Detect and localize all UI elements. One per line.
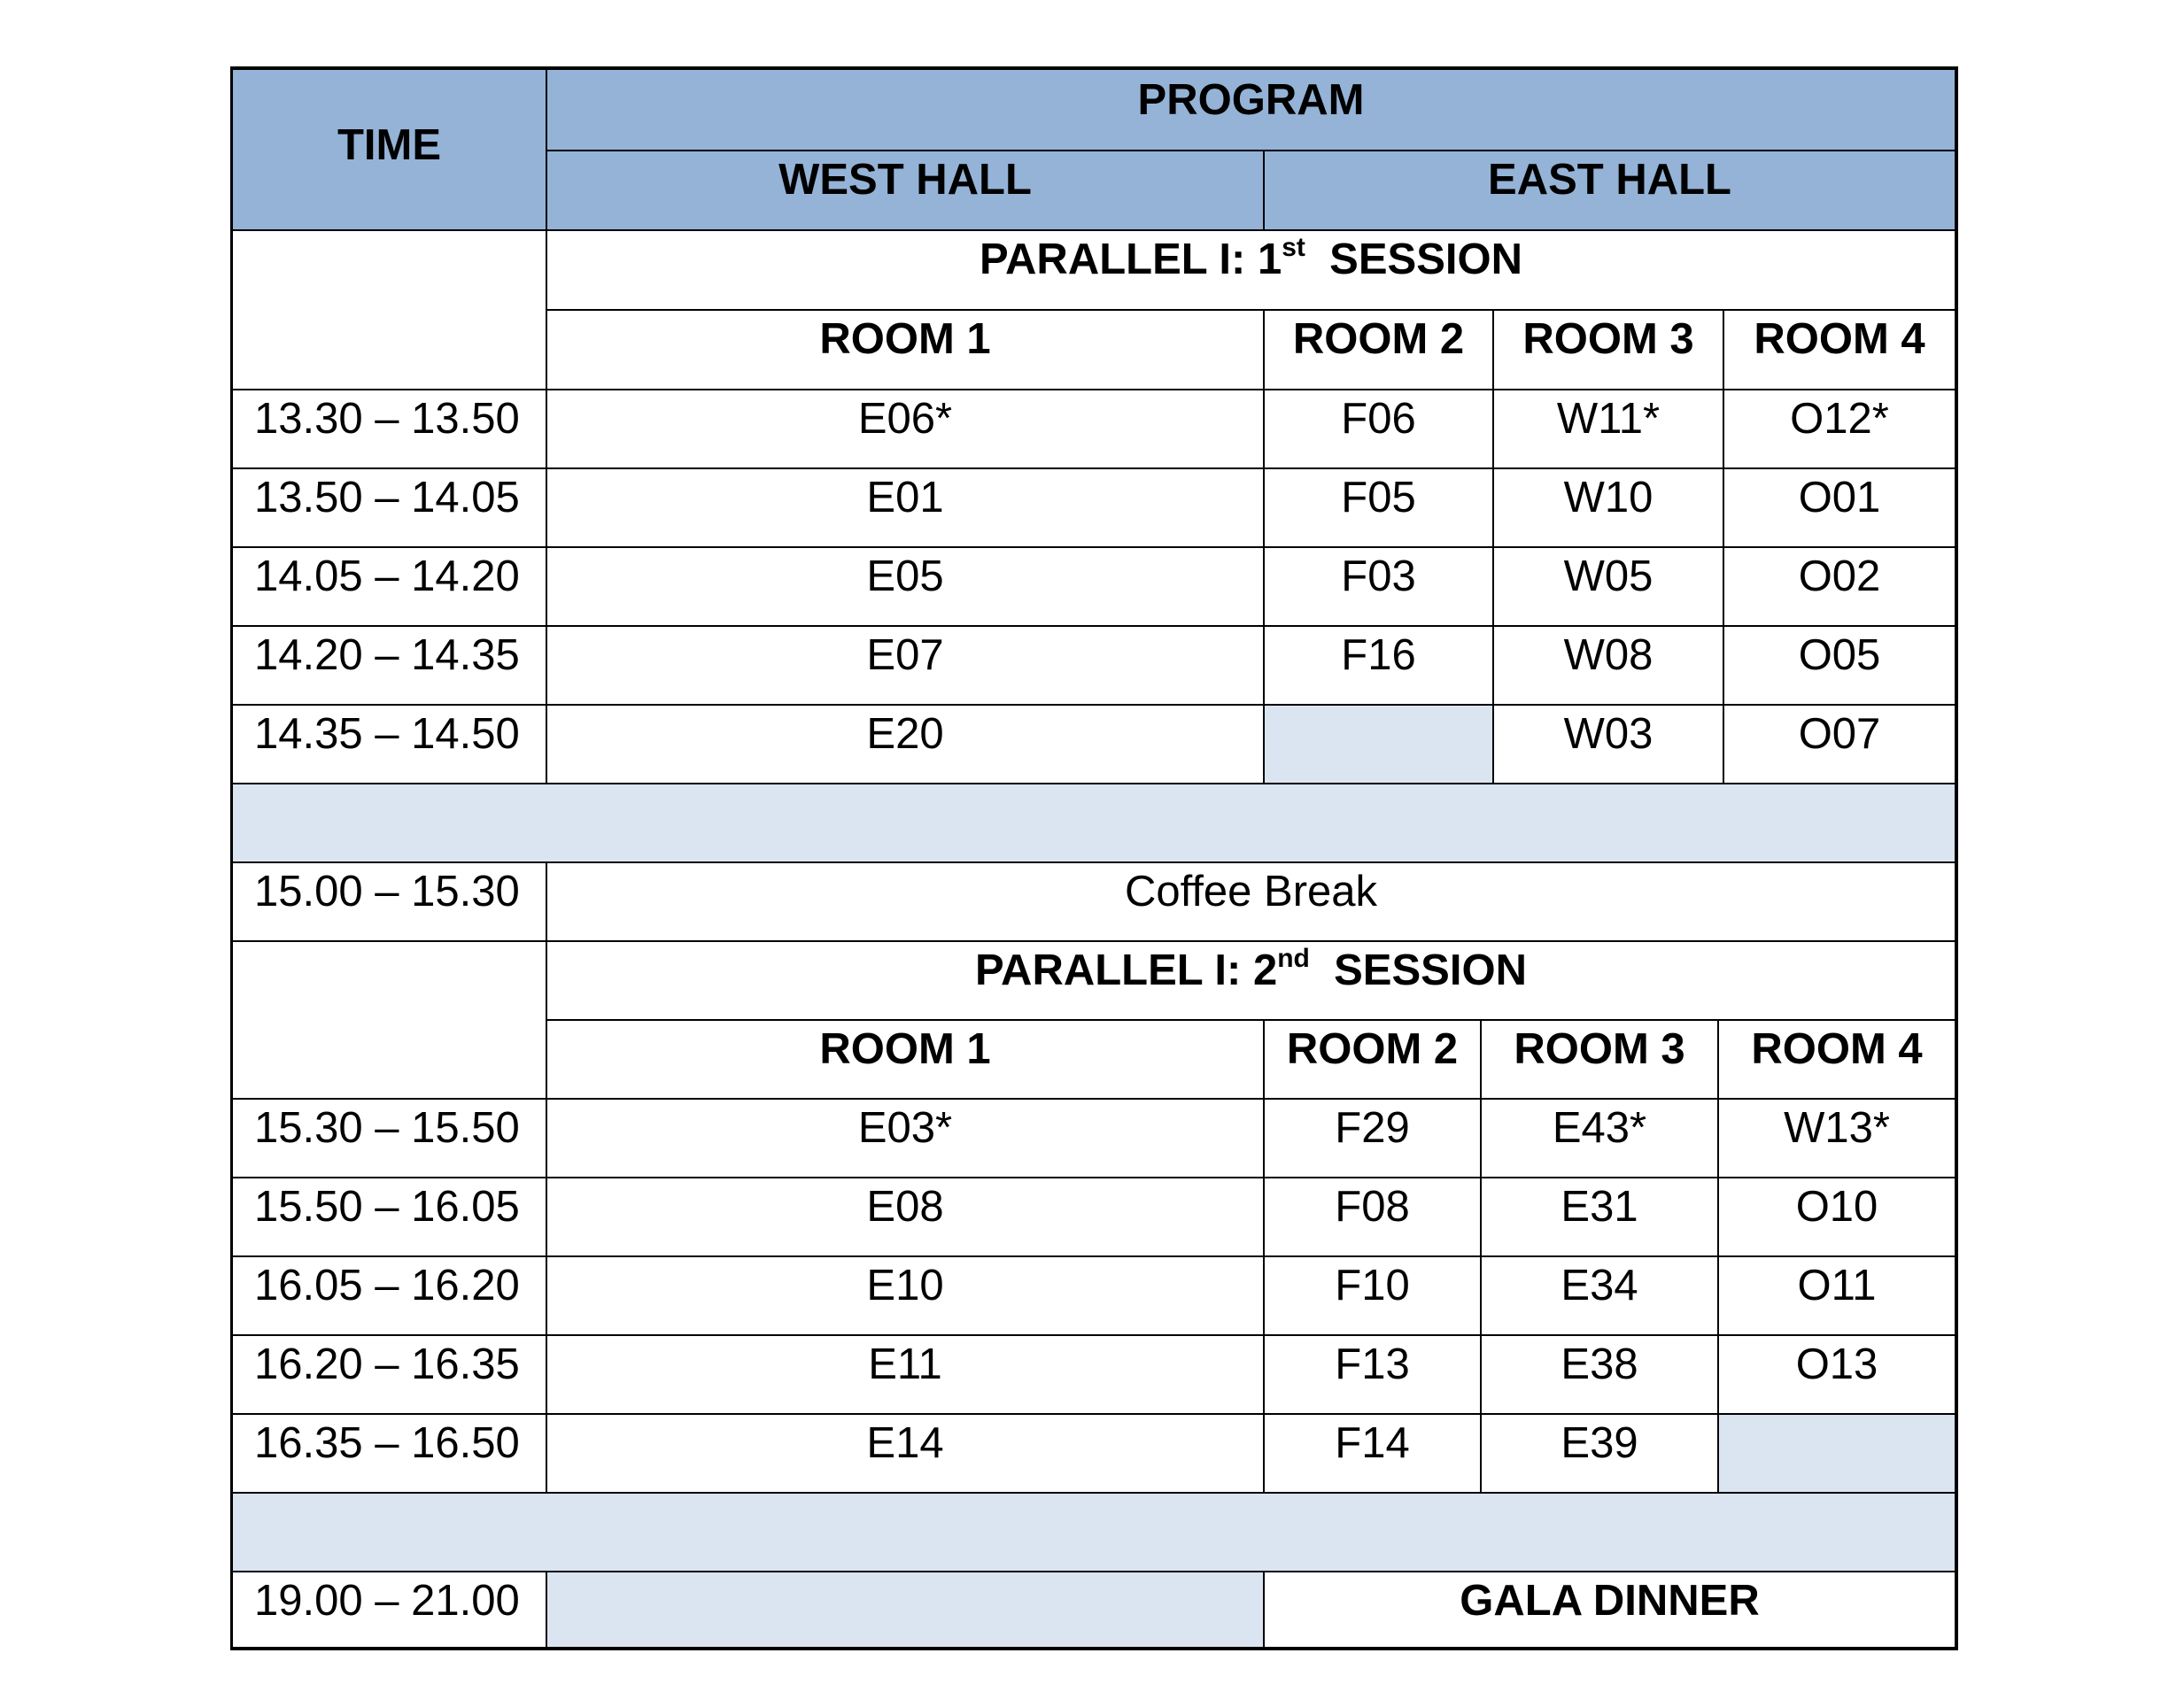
s1-room1-header <box>546 310 1264 390</box>
table-row-time: 13.50 – 14.05 <box>232 468 546 547</box>
s1-room1-label: ROOM 1 <box>819 315 991 363</box>
gala-dinner-time: 19.00 – 21.00 <box>232 1572 546 1648</box>
table-cell: O01 <box>1723 468 1956 547</box>
table-cell: F16 <box>1264 626 1493 705</box>
table-row-time: 16.20 – 16.35 <box>232 1335 546 1414</box>
table-cell: F13 <box>1264 1335 1481 1414</box>
table-cell: W10 <box>1493 468 1723 547</box>
program-header <box>546 69 1956 151</box>
west-hall-label: WEST HALL <box>778 156 1032 204</box>
table-cell: O02 <box>1723 547 1956 626</box>
table-cell: O12* <box>1723 390 1956 468</box>
time-header-label: TIME <box>337 120 442 169</box>
table-cell: E34 <box>1481 1256 1718 1335</box>
s2-room4-label: ROOM 4 <box>1751 1025 1923 1073</box>
table-cell: E10 <box>546 1256 1264 1335</box>
table-cell: F29 <box>1264 1099 1481 1178</box>
table-cell: E43* <box>1481 1099 1718 1178</box>
s2-room1-header <box>546 1020 1264 1099</box>
table-cell: E01 <box>546 468 1264 547</box>
table-cell-empty <box>1718 1414 1956 1493</box>
session2-time-blank <box>232 941 546 1099</box>
table-cell: E11 <box>546 1335 1264 1414</box>
program-header-label: PROGRAM <box>1137 76 1365 124</box>
session1-title <box>546 230 1956 310</box>
table-cell: E03* <box>546 1099 1264 1178</box>
table-row-time: 14.20 – 14.35 <box>232 626 546 705</box>
table-cell: F10 <box>1264 1256 1481 1335</box>
s2-room2-header <box>1264 1020 1481 1099</box>
session1-title-tail: SESSION <box>1329 236 1522 283</box>
east-hall-label: EAST HALL <box>1488 156 1731 204</box>
table-cell: O10 <box>1718 1178 1956 1256</box>
s1-room2-label: ROOM 2 <box>1292 315 1465 363</box>
table-row-time: 16.05 – 16.20 <box>232 1256 546 1335</box>
table-cell: O13 <box>1718 1335 1956 1414</box>
table-cell: W05 <box>1493 547 1723 626</box>
table-cell: E20 <box>546 705 1264 784</box>
table-cell: W08 <box>1493 626 1723 705</box>
time-header <box>232 69 546 230</box>
coffee-break-label: Coffee Break <box>546 862 1956 941</box>
table-row-time: 15.50 – 16.05 <box>232 1178 546 1256</box>
table-cell: E05 <box>546 547 1264 626</box>
table-cell: W11* <box>1493 390 1723 468</box>
s1-room4-label: ROOM 4 <box>1754 315 1925 363</box>
s2-room4-header <box>1718 1020 1956 1099</box>
table-cell: E39 <box>1481 1414 1718 1493</box>
coffee-break-time: 15.00 – 15.30 <box>232 862 546 941</box>
session2-title-main: PARALLEL I: 2 <box>975 946 1278 994</box>
s2-room3-label: ROOM 3 <box>1514 1025 1685 1073</box>
s1-room2-header <box>1264 310 1493 390</box>
table-cell: F14 <box>1264 1414 1481 1493</box>
table-cell: O11 <box>1718 1256 1956 1335</box>
table-cell: F05 <box>1264 468 1493 547</box>
gala-west-empty <box>546 1572 1264 1648</box>
table-row-time: 15.30 – 15.50 <box>232 1099 546 1178</box>
gala-dinner-label: GALA DINNER <box>1264 1572 1956 1648</box>
table-cell-empty <box>1264 705 1493 784</box>
table-cell: E38 <box>1481 1335 1718 1414</box>
table-cell: E14 <box>546 1414 1264 1493</box>
table-cell: E06* <box>546 390 1264 468</box>
table-cell: O07 <box>1723 705 1956 784</box>
table-cell: O05 <box>1723 626 1956 705</box>
s1-room4-header <box>1723 310 1956 390</box>
session1-title-main: PARALLEL I: 1 <box>980 236 1282 283</box>
session2-title-tail: SESSION <box>1334 946 1527 994</box>
west-hall-header <box>546 151 1264 230</box>
s2-room3-header <box>1481 1020 1718 1099</box>
s1-room3-header <box>1493 310 1723 390</box>
table-cell: E07 <box>546 626 1264 705</box>
table-cell: F08 <box>1264 1178 1481 1256</box>
table-cell: E08 <box>546 1178 1264 1256</box>
table-row-time: 13.30 – 13.50 <box>232 390 546 468</box>
s2-room2-label: ROOM 2 <box>1286 1025 1459 1073</box>
table-cell: W13* <box>1718 1099 1956 1178</box>
s2-room1-label: ROOM 1 <box>819 1025 991 1073</box>
s1-room3-label: ROOM 3 <box>1522 315 1694 363</box>
table-cell: W03 <box>1493 705 1723 784</box>
table-cell: F06 <box>1264 390 1493 468</box>
table-cell: F03 <box>1264 547 1493 626</box>
east-hall-header <box>1264 151 1956 230</box>
table-row-time: 14.05 – 14.20 <box>232 547 546 626</box>
session2-title <box>546 941 1956 1020</box>
table-row-time: 16.35 – 16.50 <box>232 1414 546 1493</box>
table-cell: E31 <box>1481 1178 1718 1256</box>
spacer-row <box>232 784 1956 862</box>
session1-title-sup: st <box>1282 233 1305 262</box>
spacer-row <box>232 1493 1956 1572</box>
session2-title-sup: nd <box>1277 944 1310 973</box>
table-row-time: 14.35 – 14.50 <box>232 705 546 784</box>
session1-time-blank <box>232 230 546 390</box>
